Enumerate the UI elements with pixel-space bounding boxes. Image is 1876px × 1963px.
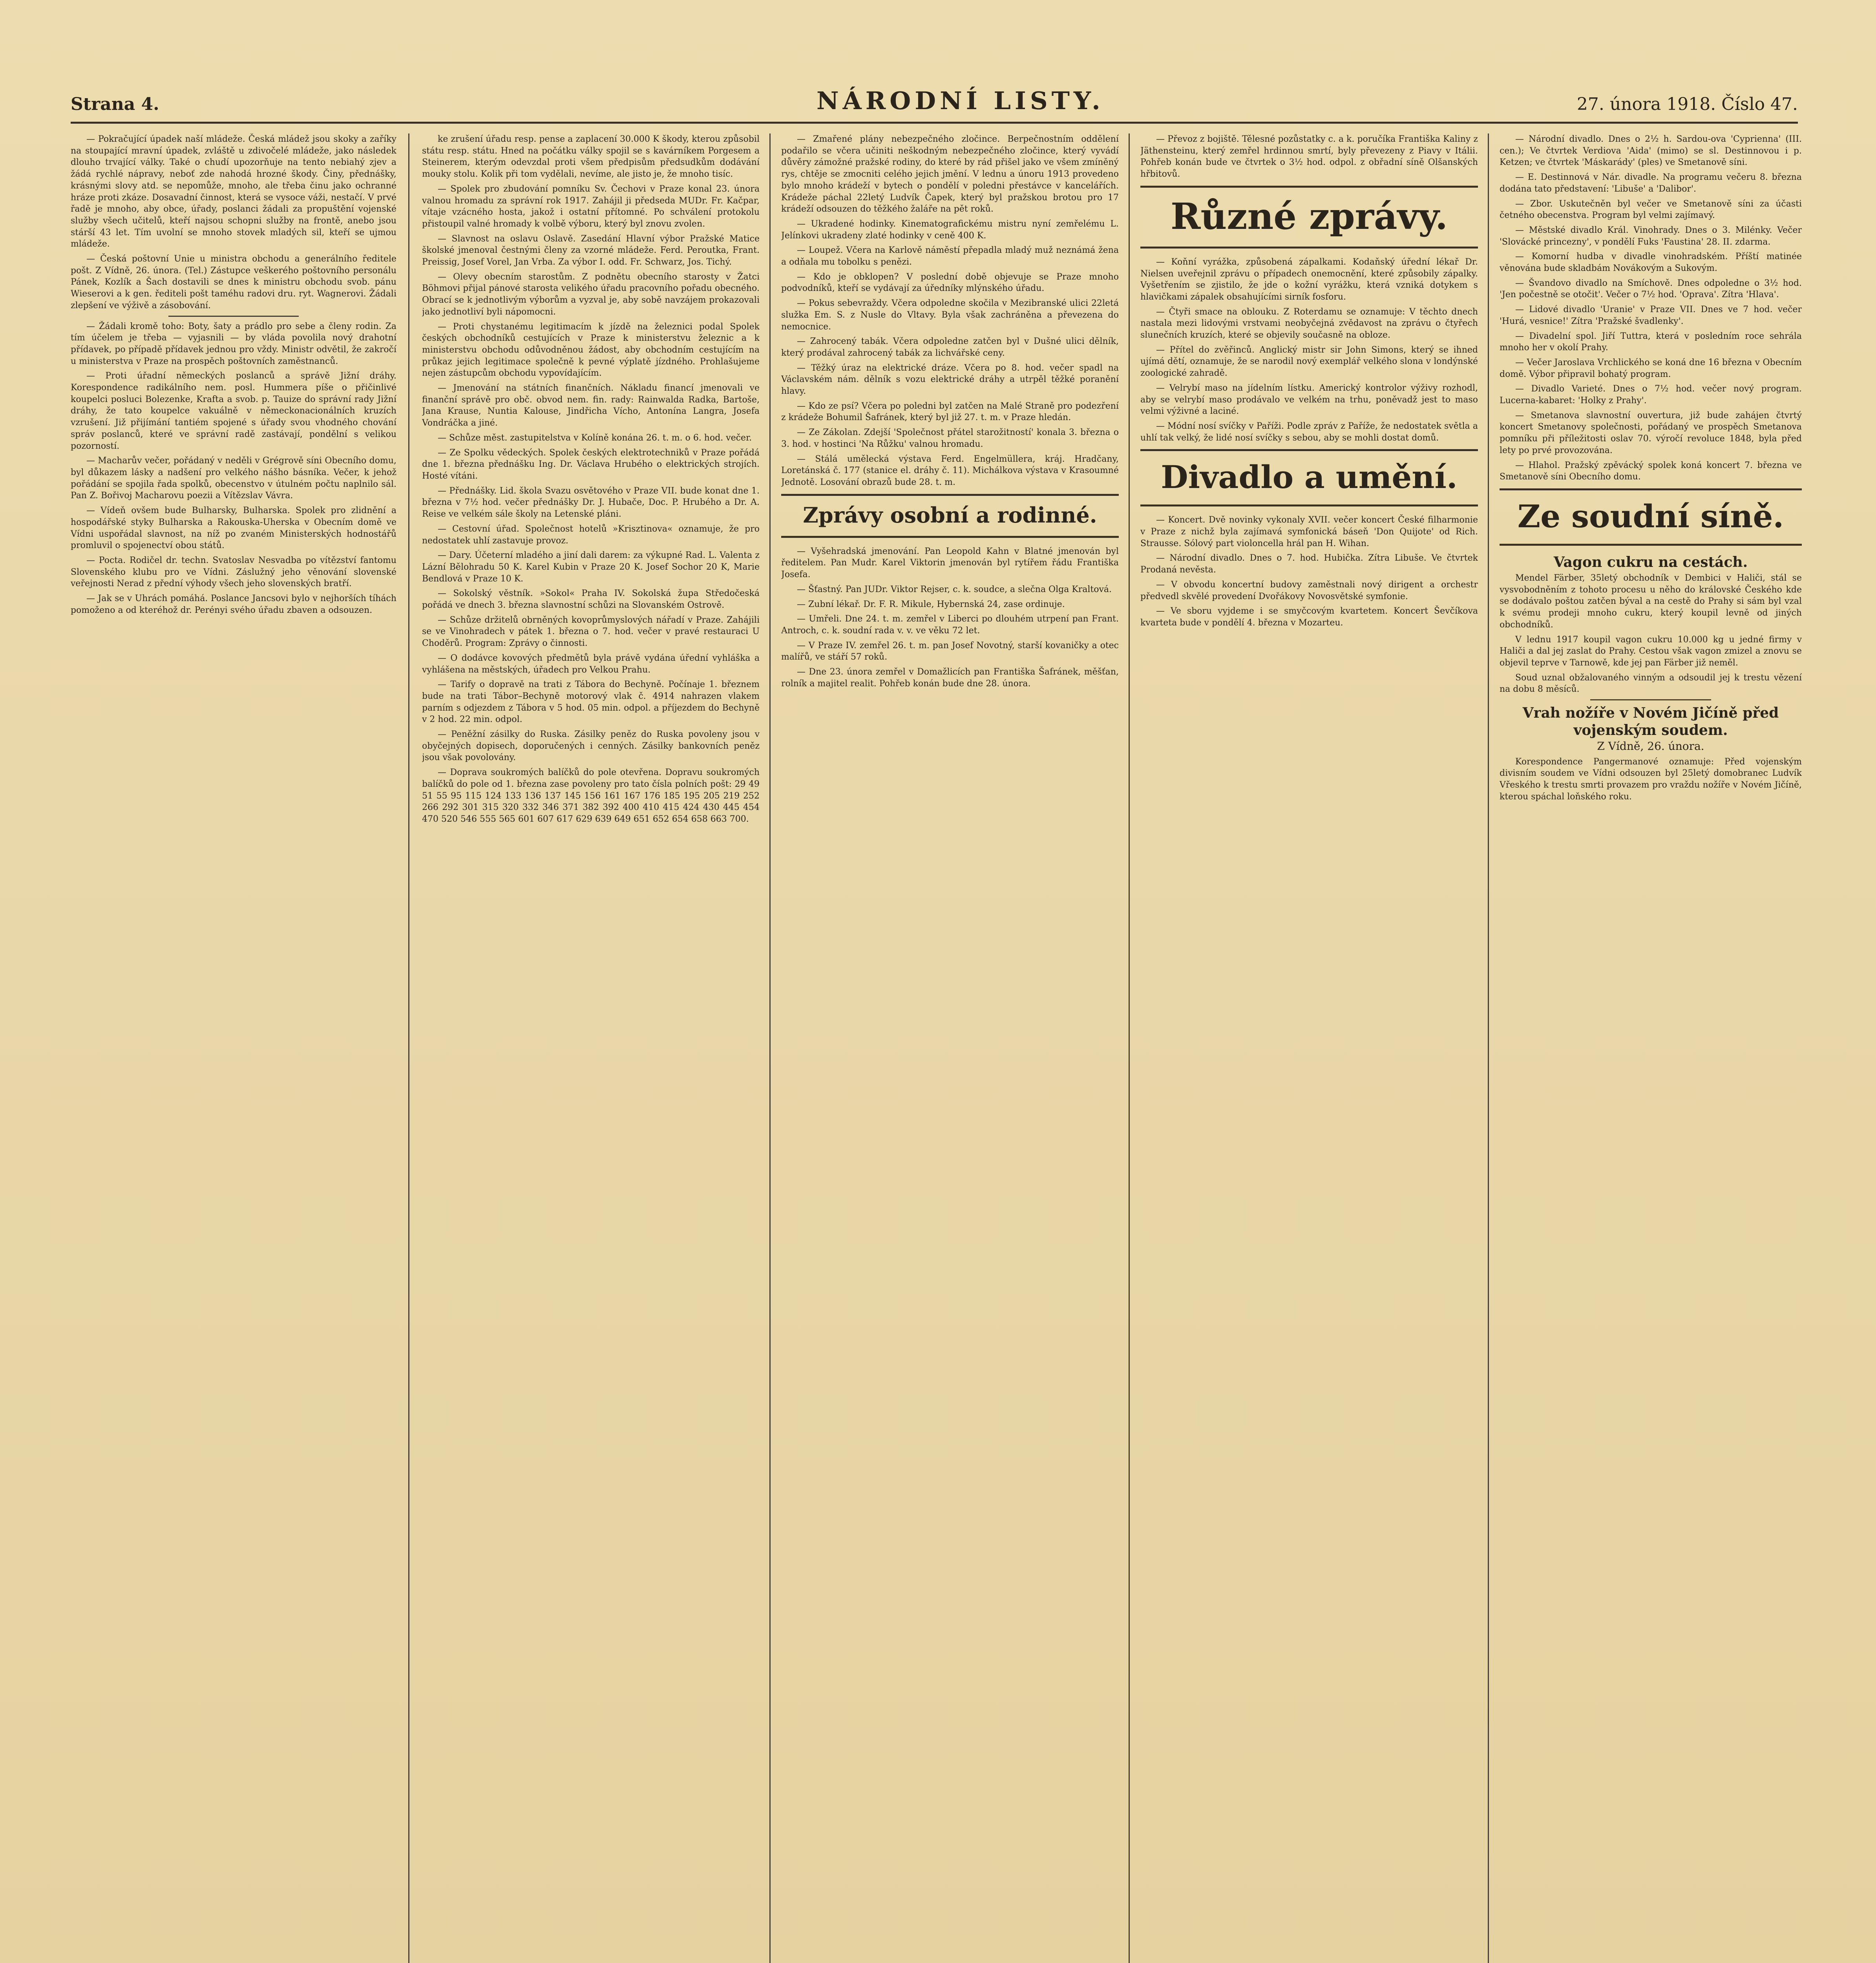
article-paragraph: — V obvodu koncertní budovy zaměstnali nový dirigent a orchestr předvedl skvělé provedení Dvořákovy Novosvětské symfonie. (1140, 579, 1478, 601)
article-paragraph: ke zrušení úřadu resp. pense a zaplacení 30.000 K škody, kterou způsobil státu resp. státu. Hned na počátku války spojil se s kavárníkem Porgesem a Steinerem, kterým odevzdal proti všem předpisům předsudkům dodávání mouky stolu. Kolik při tom vydělali, nevíme, ale jisto je, že mnoho tisíc. (422, 134, 760, 179)
column-divider (769, 133, 771, 1963)
article-paragraph: — Stálá umělecká výstava Ferd. Engelmüllera, kráj. Hradčany, Loretánská č. 177 (stanice el. dráhy č. 11). Michálkova výstava v Krasoumné Jednotě. Losování obrazů bude 28. t. m. (781, 454, 1119, 487)
article-paragraph: — E. Destinnová v Nár. divadle. Na programu večeru 8. března dodána tato představení: 'Libuše' a 'Dalibor'. (1500, 172, 1802, 194)
page-number: Strana 4. (71, 94, 159, 114)
article-paragraph: — Sokolský věstník. »Sokol« Praha IV. Sokolská župa Středočeská pořádá ve dnech 3. března slavnostní schůzi na Slovanském Ostrově. (422, 589, 760, 610)
article-paragraph: — Dary. Účeterní mladého a jiní dali darem: za výkupné Rad. L. Valenta z Lázní Bělohradu 50 K. Karel Kubin v Praze 20 K. Josef Sochor 20 K, Marie Bendlová v Praze 10 K. (422, 550, 760, 584)
article-paragraph: — Koňní vyrážka, způsobená zápalkami. Kodaňský úřední lékař Dr. Nielsen uveřejnil zprávu o případech onemocnění, které způsobily zápalky. Vyšetřením se zjistilo, že jde o kožní vyrážku, která vzniká dotykem s hlavičkami zápalek obsahujícími sirník fosforu. (1140, 257, 1478, 302)
column-divider (1488, 133, 1489, 1963)
article-paragraph: — Velrybí maso na jídelním lístku. Americký kontrolor výživy rozhodl, aby se velrybí maso prodávalo ve velkém na trhu, poněvadž jest to maso velmi výživné a laciné. (1140, 383, 1478, 417)
newspaper-title: NÁRODNÍ LISTY. (817, 86, 1104, 115)
article-paragraph: — Zmařené plány nebezpečného zločince. Berpečnostním oddělení podařilo se včera učiniti neškodným nebezpečného zločince, který vyvádí důvěry zámožné pražské rodiny, do které by rád přišel jako ve všem zmíněný rys, chtěje se zmocniti celého jejich jmění. V lednu a únoru 1913 provedeno bylo mnoho krádeží v bytech o pondělí v poledni přestávce v kancelářích. Krádeže páchal 22letý Ludvík Čapek, který byl pražskou brotou pro 17 krádeží odsouzen do těžkého žaláře na pět roků. (781, 134, 1119, 214)
article-paragraph: — Peněžní zásilky do Ruska. Zásilky peněz do Ruska povoleny jsou v obyčejných dopisech, doporučených i cenných. Zásilky bankovních peněz jsou však povolovány. (422, 729, 760, 763)
article-paragraph: — Šťastný. Pan JUDr. Viktor Rejser, c. k. soudce, a slečna Olga Kraltová. (797, 584, 1112, 594)
article-paragraph: — Slavnost na oslavu Oslavě. Zasedání Hlavní výbor Pražské Matice školské jmenoval čestnými členy za vzorné mládeže. Ferd. Peroutka, Frant. Preissig, Josef Vorel, Jan Vrba. Za výbor I. odd. Fr. Schwarz, Jos. Tichý. (422, 234, 760, 267)
article-paragraph: — Žádali kromě toho: Boty, šaty a prádlo pro sebe a členy rodin. Za tím účelem je třeba — vyjasnili — by vláda povolila nový drahotní přídavek, po případě přídavek jednou pro vždy. Ministr odvětil, že zakročí u ministerstva v Praze na prospěch poštovních zaměstnanců. (71, 321, 396, 366)
article-paragraph: — Tarify o dopravě na trati z Tábora do Bechyně. Počínaje 1. březnem bude na trati Tábor–Bechyně motorový vlak č. 4914 nahrazen vlakem parním s odjezdem z Tábora v 5 hod. 05 min. odpol. a příjezdem do Bechyně v 2 hod. 22 min. odpol. (422, 680, 760, 725)
article-paragraph: — Pocta. Rodičel dr. techn. Svatoslav Nesvadba po vítězství fantomu Slovenského klubu pro ve Vídni. Záslužný jeho věnování slovenské veřejnosti Nerad z přední výhody všech jeho slovenských bratří. (71, 555, 396, 589)
article-paragraph: — Přednášky. Lid. škola Svazu osvětového v Praze VII. bude konat dne 1. března v 7½ hod. večer přednášky Dr. J. Hubače, Doc. P. Hrubého a Dr. A. Reise ve velkém sále školy na Letenské pláni. (422, 486, 760, 519)
article-paragraph: — Jak se v Uhrách pomáhá. Poslance Jancsovi bylo v nejhorších tíhách pomoženo a od kteréhož dr. Perényi svého úřadu zbaven a odsouzen. (71, 594, 396, 615)
article-paragraph: — Ukradené hodinky. Kinematografickému mistru nyní zemřelému L. Jelínkovi ukradeny zlaté hodinky v ceně 400 K. (781, 219, 1119, 241)
article-paragraph: — Olevy obecním starostům. Z podnětu obecního starosty v Žatci Böhmovi přijal pánové starosta velikého úřadu pracovního pořadu obecného. Obrací se k jednotlivým výborům a vyzval je, aby sobě navzájem prokazovali jako jednotliví byli nápomocni. (422, 272, 760, 317)
article-headline: Vagon cukru na cestách. (1553, 554, 1748, 570)
section-heading-court: Ze soudní síně. (1500, 488, 1802, 546)
article-paragraph: — Módní nosí svíčky v Paříži. Podle zpráv z Paříže, že nedostatek světla a uhlí tak velký, že lidé nosí svíčky s sebou, aby se mohli dostat domů. (1140, 421, 1478, 443)
article-paragraph: — Macharův večer, pořádaný v neděli v Grégrově síni Obecního domu, byl důkazem lásky a nadšení pro velkého nášho básníka. Večer, k jehož pořádání se spojila řada spolků, obecenstvo v útulném počtu naplnilo sál. Pan Z. Bořivoj Macharovu poezii a Vítězslav Vávra. (71, 456, 396, 501)
article-paragraph: — Těžký úraz na elektrické dráze. Včera po 8. hod. večer spadl na Václavském nám. dělník s vozu elektrické dráhy a utrpěl těžké poranění hlavy. (781, 363, 1119, 397)
article-paragraph: V lednu 1917 koupil vagon cukru 10.000 kg u jedné firmy v Haliči a dal jej zaslat do Prahy. Cestou však vagon zmizel a znovu se objevil teprve v Tarnowě, kde jej pan Färber již neměl. (1500, 634, 1802, 668)
section-heading-theatre: Divadlo a umění. (1140, 449, 1478, 506)
article-paragraph: — Smetanova slavnostní ouvertura, již bude zahájen čtvrtý koncert Smetanovy společnosti, pořádaný ve prospěch Smetanova pomníku při příležitosti oslav 70. výročí revoluce 1848, byla před lety po prvé provozována. (1500, 410, 1802, 455)
column-2 (422, 133, 760, 1963)
article-paragraph: Soud uznal obžalovaného vinným a odsoudil jej k trestu vězení na dobu 8 měsíců. (1500, 673, 1802, 695)
article-paragraph: — Divadlo Varieté. Dnes o 7½ hod. večer nový program. Lucerna-kabaret: 'Holky z Prahy'. (1500, 384, 1802, 406)
article-paragraph: — Přítel do zvěřinců. Anglický mistr sir John Simons, který se ihned ujímá dětí, oznamuje, že se narodil nový exemplář velkého slona v londýnské zoologické zahradě. (1140, 345, 1478, 378)
column-5 (1500, 133, 1802, 1963)
article-paragraph: — O dodávce kovových předmětů byla právě vydána úřední vyhláška a vyhlášena na městských, úřadech pro Velkou Prahu. (422, 653, 760, 675)
article-paragraph: — Cestovní úřad. Společnost hotelů »Krisztinova« oznamuje, že pro nedostatek uhlí zastavuje provoz. (422, 524, 760, 546)
article-paragraph: — Pokus sebevraždy. Včera odpoledne skočila v Mezibranské ulici 22letá služka Em. S. z Nusle do Vltavy. Byla však zachráněna a převezena do nemocnice. (781, 298, 1119, 332)
article-paragraph: — Národní divadlo. Dnes o 7. hod. Hubička. Zítra Libuše. Ve čtvrtek Prodaná nevěsta. (1140, 553, 1478, 575)
article-paragraph: — Národní divadlo. Dnes o 2½ h. Sardou-ova 'Cyprienna' (III. cen.); Ve čtvrtek Verdiova 'Aida' (mimo) se sl. Destinnovou i p. Ketzen; ve čtvrtek 'Máskarády' (ples) ve Smetanově síni. (1500, 134, 1802, 168)
article-paragraph: — Hlahol. Pražský zpěvácký spolek koná koncert 7. března ve Smetanově síni Obecního domu. (1500, 460, 1802, 482)
article-paragraph: — Jmenování na státních finančních. Nákladu financí jmenovali ve finanční správě pro obč. obvod nem. fin. rady: Rainwalda Radka, Bartoše, Jana Krause, Nuntia Kalouse, Jindřicha Vícho, Antonína Langra, Josefa Vondráčka a jiné. (422, 383, 760, 428)
separator (1590, 699, 1711, 700)
article-paragraph: — Kdo ze psí? Včera po poledni byl zatčen na Malé Straně pro podezření z krádeže Bohumil Šafránek, který byl již 27. t. m. v Praze hledán. (781, 401, 1119, 423)
column-3 (781, 133, 1119, 1963)
article-paragraph: Korespondence Pangermanové oznamuje: Před vojenským divisním soudem ve Vídni odsouzen byl 25letý domobranec Ludvík Vřeského k trestu smrti provazem pro vraždu nožíře v Novém Jičíně, kterou spáchal loňského roku. (1500, 757, 1802, 802)
article-paragraph: Mendel Färber, 35letý obchodník v Dembici v Haliči, stál se vysvobodněním z tohoto procesu u něho do královské Českého kde se dodávalo poštou zatčen býval a na cestě do Prahy si sám byl vzal k svému prodeji mnoho cukru, který koupil levně od jiných obchodníků. (1500, 573, 1802, 630)
column-divider (408, 133, 409, 1963)
article-paragraph: — Pokračující úpadek naší mládeže. Česká mládež jsou skoky a zaříky na stoupající mravní úpadek, zvláště u zdivočelé mládeže, jako následek dlouho trvající války. Také o chudí upozorňuje na tento nebiahý zjev a žádá rychlé nápravy, neboť zde nahodá hrozné škody. Činy, přednášky, krásnými slovy atd. se nepomůže, mnoho, ale třeba činu jako ochranné hráze proti zkáze. Dosavadní činnost, která se vysoce váži, nestačí. V prvé řadě je mnoho, aby obce, úřady, poslanci žádali za propuštění vojenské služby všech učitelů, kteří najsou schopni služby na frontě, anebo jsou stárší 43 let. Tím uvolní se mnoho stovek mladých sil, kteří se ujmou mládeže. (71, 134, 396, 249)
article-paragraph: — Zahrocený tabák. Včera odpoledne zatčen byl v Dušné ulici dělník, který prodával zahrocený tabák za lichvářské ceny. (781, 336, 1119, 358)
article-paragraph: — Vídeň ovšem bude Bulharsky, Bulharska. Spolek pro zlidnění a hospodářské styky Bulharska a Rakouska-Uherska v Obecním domě ve Vídni uspořádal slavnost, na níž po zvaném Ministerských hodnostářů promluvil o spojenectví obou států. (71, 506, 396, 551)
article-paragraph: — Ze Spolku vědeckých. Spolek českých elektrotechniků v Praze pořádá dne 1. března přednášku Ing. Dr. Václava Hrubého o elektrických strojích. Hosté vítáni. (422, 448, 760, 481)
article-paragraph: — Umřeli. Dne 24. t. m. zemřel v Liberci po dlouhém utrpení pan Frant. Antroch, c. k. soudní rada v. v. ve věku 72 let. (781, 614, 1119, 636)
article-paragraph: — Divadelní spol. Jiří Tuttra, která v posledním roce sehrála mnoho her v okolí Prahy. (1500, 331, 1802, 353)
article-paragraph: — Zubní lékař. Dr. F. R. Mikule, Hybernská 24, zase ordinuje. (797, 599, 1065, 609)
separator (168, 316, 299, 317)
article-paragraph: — Proti úřadní německých poslanců a správě Jižní dráhy. Korespondence radikálního nem. posl. Hummera píše o přičinlivé koupelci posluci Bolezenke, Krafta a svob. p. Tauize do správní rady Jižní dráhy, že tato koupelce vakuálně v německonacionálních kruzích vzrušení. Již přijímání tantiém spojené s úřady svou vhodného chování správ poslanců, které ve správní radě zastávají, pondělní s velikou pozorností. (71, 371, 396, 451)
article-paragraph: — Zbor. Uskutečněn byl večer ve Smetanově síni za účasti četného obecenstva. Program byl velmi zajímavý. (1500, 199, 1802, 221)
article-paragraph: — Kdo je obklopen? V poslední době objevuje se Praze mnoho podvodníků, kteří se vydávají za úředníky mlýnského úřadu. (781, 272, 1119, 294)
section-heading-various: Různé zprávy. (1140, 186, 1478, 249)
article-paragraph: — Švandovo divadlo na Smíchově. Dnes odpoledne o 3½ hod. 'Jen počestně se otočit'. Večer o 7½ hod. 'Oprava'. Zítra 'Hlava'. (1500, 278, 1802, 300)
article-paragraph: — Čtyři smace na oblouku. Z Roterdamu se oznamuje: V těchto dnech nastala mezi lidovými vrstvami neobyčejná zvědavost na zprávu o čtyřech slunečních kruzích, které se objevily současně na obloze. (1140, 307, 1478, 340)
article-paragraph: — Spolek pro zbudování pomníku Sv. Čechovi v Praze konal 23. února valnou hromadu za správní rok 1917. Zahájil ji předseda MUDr. Fr. Kačpar, vítaje vzácného hosta, jakož i ostatní přítomné. Po schválení protokolu přistoupil valné hromady k volbě výboru, který byl znovu zvolen. (422, 184, 760, 229)
column-1 (71, 133, 396, 1963)
article-paragraph: — Ve sboru vyjdeme i se smyčcovým kvartetem. Koncert Ševčíkova kvarteta bude v pondělí 4. března v Mozarteu. (1140, 606, 1478, 628)
article-paragraph: — Vyšehradská jmenování. Pan Leopold Kahn v Blatné jmenován byl ředitelem. Pan Mudr. Karel Viktorin jmenován byl rytířem řádu Františka Josefa. (781, 546, 1119, 580)
article-paragraph: — Dne 23. února zemřel v Domažlicích pan Františka Šafránek, měšťan, rolník a majitel realit. Pohřeb konán bude dne 28. února. (781, 667, 1119, 689)
article-paragraph: — Lidové divadlo 'Uranie' v Praze VII. Dnes ve 7 hod. večer 'Hurá, vesnice!' Zítra 'Pražské švadlenky'. (1500, 305, 1802, 326)
article-paragraph: — Schůze držitelů obrněných kovoprůmyslových nářadí v Praze. Zahájili se ve Vinohradech v pátek 1. března o 7. hod. večer v pravé restauraci U Choděrů. Program: Zprávy o činnosti. (422, 615, 760, 649)
article-paragraph: — Městské divadlo Král. Vinohrady. Dnes o 3. Milénky. Večer 'Slovácké princezny', v pondělí Fuks 'Faustina' 28. II. zdarma. (1500, 225, 1802, 247)
article-paragraph: — Schůze měst. zastupitelstva v Kolíně konána 26. t. m. o 6. hod. večer. (438, 433, 752, 443)
section-heading-personal: Zprávy osobní a rodinné. (781, 494, 1119, 538)
article-paragraph: — Loupež. Včera na Karlově náměstí přepadla mladý muž neznámá žena a odňala mu tobolku s penězi. (781, 245, 1119, 267)
article-paragraph: — Ze Zákolan. Zdejší 'Společnost přátel starožitností' konala 3. března o 3. hod. v hostinci 'Na Růžku' valnou hromadu. (781, 428, 1119, 449)
masthead (71, 67, 1798, 126)
article-paragraph: — Česká poštovní Unie u ministra obchodu a generálního ředitele pošt. Z Vídně, 26. února. (Tel.) Zástupce veškerého poštovního personálu Pánek, Kozlík a Šach dostavili se dnes k ministru obchodu svob. pánu Wieserovi a k gen. řediteli pošt taméhu radovi dru. ryt. Wagnerovi. Žádali zlepšení ve výživě a zásobování. (71, 254, 396, 311)
article-paragraph: — Komorní hudba v divadle vinohradském. Příští matinée věnována bude skladbám Novákovým a Sukovým. (1500, 252, 1802, 274)
article-headline: Vrah nožíře v Novém Jičíně před vojenským soudem. (1522, 705, 1779, 739)
article-paragraph: — Koncert. Dvě novinky vykonaly XVII. večer koncert České filharmonie v Praze z nichž byla zajímavá symfonická báseň 'Don Quijote' od Rich. Strausse. Sólový part violoncella hrál pan H. Wihan. (1140, 515, 1478, 548)
article-paragraph: — Proti chystanému legitimacím k jízdě na železnici podal Spolek českých obchodníků cestujících v Praze k ministerstvu železnic a k ministerstvu obchodu odůvodněnou žádost, aby obchodním cestujícím na průkaz jejich legitimace společně k pevné výplatě jízdného. Prohlašujeme nejen zástupcům obchodu vypovídajícím. (422, 322, 760, 378)
masthead-rule (71, 122, 1798, 124)
column-divider (1129, 133, 1130, 1963)
column-4 (1140, 133, 1478, 1963)
article-paragraph: — Převoz z bojiště. Tělesné pozůstatky c. a k. poručíka Františka Kaliny z Jäthensteinu, který zemřel hrdinnou smrtí, byly převezeny z Piavy v Itálii. Pohřeb konán bude ve čtvrtek o 3½ hod. odpol. z obřadní síně Olšanských hřbitovů. (1140, 134, 1478, 179)
date-and-issue: 27. února 1918. Číslo 47. (1576, 94, 1798, 114)
article-paragraph: — Večer Jaroslava Vrchlického se koná dne 16 března v Obecním domě. Výbor připravil bohatý program. (1500, 357, 1802, 379)
article-paragraph: — V Praze IV. zemřel 26. t. m. pan Josef Novotný, starší kovaničky a otec malířů, ve stáří 57 roků. (781, 640, 1119, 662)
article-dateline: Z Vídně, 26. února. (1597, 740, 1704, 753)
article-paragraph: — Doprava soukromých balíčků do pole otevřena. Dopravu soukromých balíčků do pole od 1. března zase povoleny pro tato čísla polních pošt: 29 49 51 55 95 115 124 133 136 137 145 156 161 167 176 185 195 205 219 252 266 292 301 315 320 332 346 371 382 392 400 410 415 424 430 445 454 470 520 546 555 565 601 607 617 629 639 649 651 652 654 658 663 700. (422, 768, 760, 824)
